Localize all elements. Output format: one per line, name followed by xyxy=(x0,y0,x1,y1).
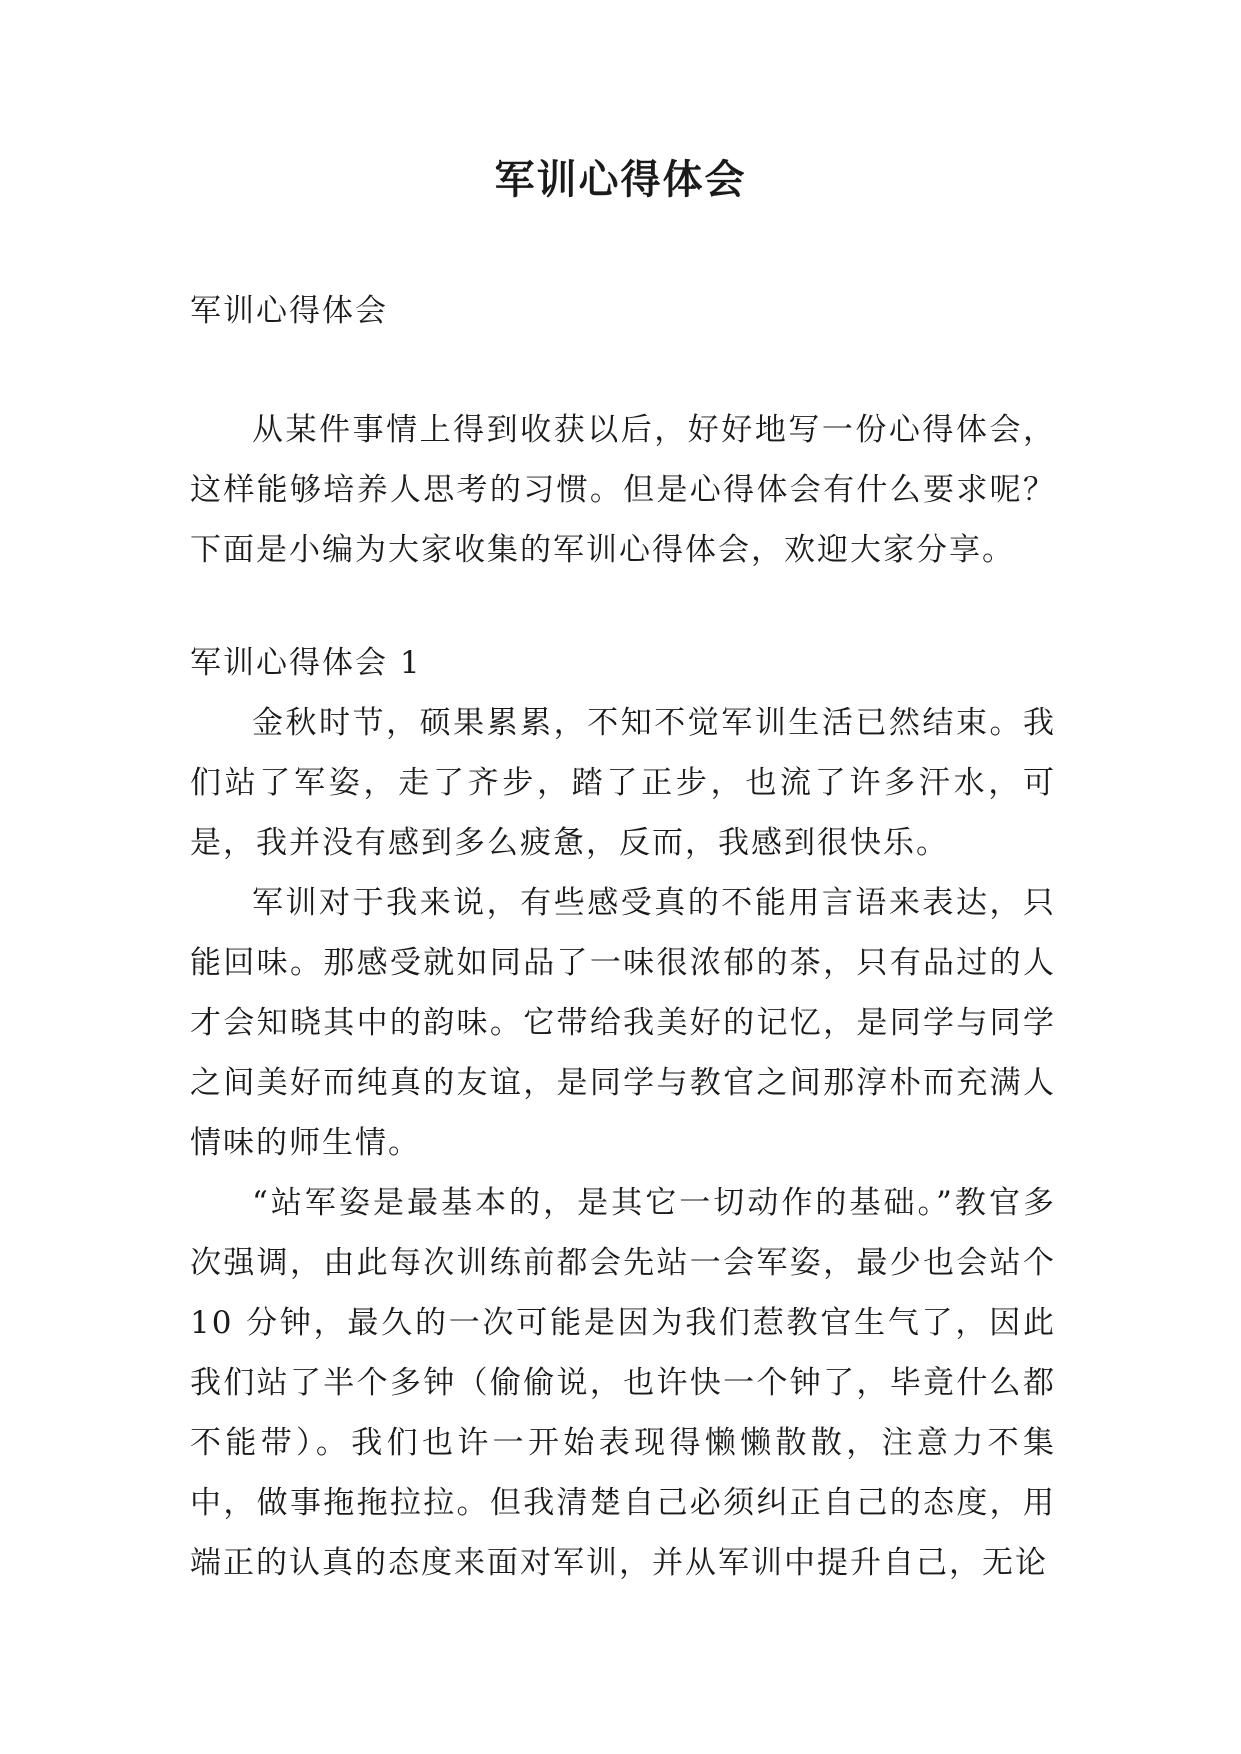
section-1 xyxy=(190,633,1056,1593)
section-paragraph: 金秋时节，硕果累累，不知不觉军训生活已然结束。我们站了军姿，走了齐步，踏了正步，也流了许多汗水，可是，我并没有感到多么疲惫，反而，我感到很快乐。 xyxy=(190,705,1056,861)
intro-block xyxy=(190,400,1056,580)
section-paragraph: 军训对于我来说，有些感受真的不能用言语来表达，只能回味。那感受就如同品了一味很浓郁的茶，只有品过的人才会知晓其中的韵味。它带给我美好的记忆，是同学与同学之间美好而纯真的友谊，是同学与教官之间那淳朴而充满人情味的师生情。 xyxy=(190,885,1056,1161)
document-subtitle: 军训心得体会 xyxy=(190,293,388,329)
section-heading: 军训心得体会 1 xyxy=(190,645,422,681)
section-paragraph: “站军姿是最基本的，是其它一切动作的基础。”教官多次强调，由此每次训练前都会先站一会军姿，最少也会站个 10 分钟，最久的一次可能是因为我们惹教官生气了，因此我们站了半个多钟（偷偷说，也许快一个钟了，毕竟什么都不能带）。我们也许一开始表现得懒懒散散，注意力不集中，做事拖拖拉拉。但我清楚自己必须纠正自己的态度，用端正的认真的态度来面对军训，并从军训中提升自己，无论 xyxy=(190,1185,1056,1581)
page-title: 军训心得体会 xyxy=(494,156,747,203)
intro-paragraph: 从某件事情上得到收获以后，好好地写一份心得体会，这样能够培养人思考的习惯。但是心得体会有什么要求呢？下面是小编为大家收集的军训心得体会，欢迎大家分享。 xyxy=(190,412,1056,568)
